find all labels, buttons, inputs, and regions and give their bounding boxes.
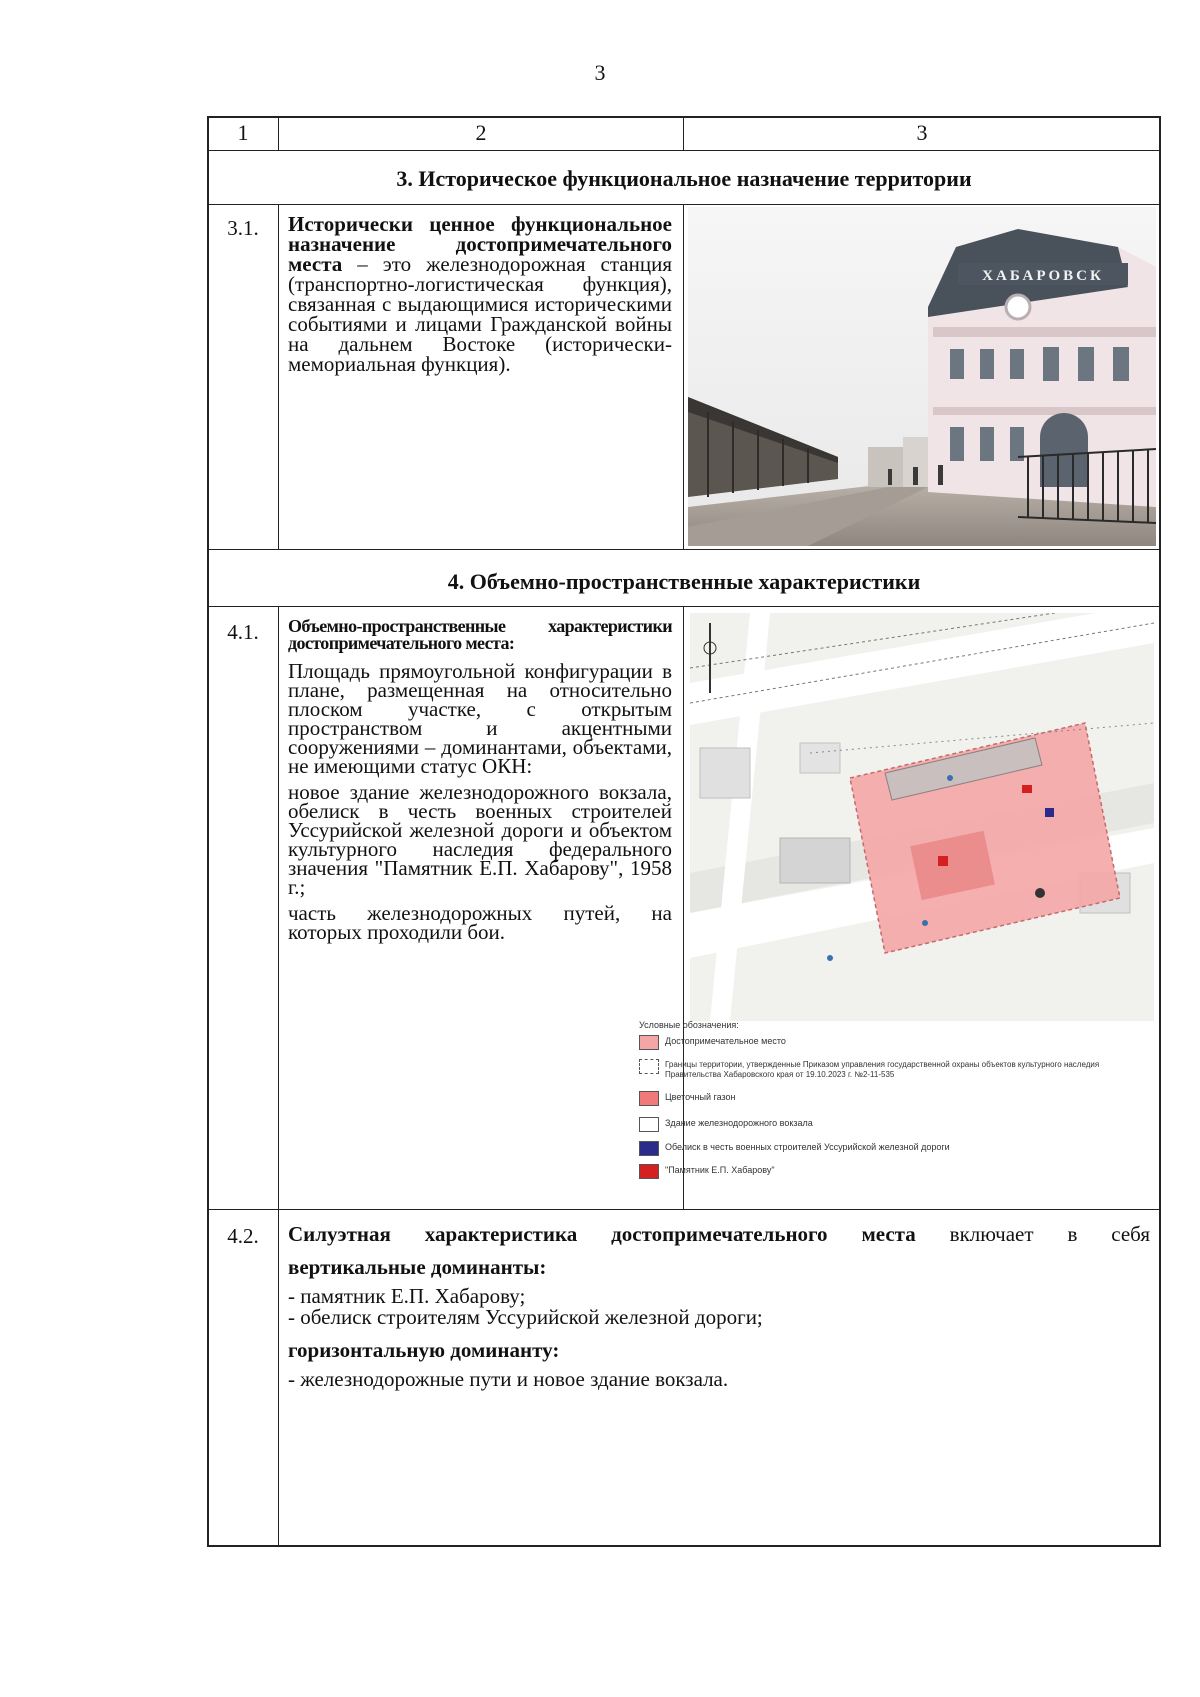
legend-label: Границы территории, утвержденные Приказом управления государственной охраны объектов культурного наследия Правительства Хабаровского края от 19.10.2023 г. №2-11-535 [665,1060,1100,1079]
header-col-1: 1 [237,120,249,145]
row-line [207,150,1161,151]
row-4-2-text [288,1223,1150,1390]
row-line [207,606,1161,607]
legend-label: Достопримечательное место [665,1036,786,1046]
row-3-1-text [288,214,672,374]
page-number: 3 [594,60,606,85]
row-4-1-heading: Объемно-пространственные характеристики достопримечательного места: [288,616,672,653]
legend-item [639,1090,1149,1106]
header-col-3: 3 [916,120,928,145]
characteristics-table [207,116,1161,1547]
section-4-title: 4. Объемно-пространственные характеристики [447,569,921,594]
legend-label: "Памятник Е.П. Хабарову" [665,1165,775,1175]
legend-item [639,1116,1149,1132]
station-sign: ХАБАРОВСК [982,268,1104,284]
vertical-dominant-item: - обелиск строителям Уссурийской железной дороги; [288,1305,763,1329]
vertical-dominants-heading: вертикальные доминанты: [288,1255,547,1279]
row-number-4-2: 4.2. [227,1224,259,1248]
header-col-2: 2 [475,120,487,145]
legend-label: Обелиск в честь военных строителей Уссурийской железной дороги [665,1142,950,1152]
legend-swatch-parterre [639,1091,659,1106]
vertical-dominant-item: - памятник Е.П. Хабарову; [288,1284,526,1308]
horizontal-dominant-item: - железнодорожные пути и новое здание вокзала. [288,1367,729,1391]
row-4-1-para3: часть железнодорожных путей, на которых проходили бои. [288,901,672,944]
legend-label: Цветочный газон [665,1092,736,1102]
legend-swatch-boundary [639,1059,659,1074]
row-4-1-para2: новое здание железнодорожного вокзала, обелиск в честь военных строителей Уссурийской железной дороги и объектом культурного наследия федерального значения "Памятник Е.П. Хабарову", 1958 г.; [288,780,672,899]
section-3-title: 3. Историческое функциональное назначение территории [396,166,972,191]
legend-swatch-obelisk [639,1141,659,1156]
map-legend [639,1020,1159,1205]
col-line [683,204,684,550]
station-photo [688,207,1156,546]
table-border-top [207,116,1161,118]
legend-label: Здание железнодорожного вокзала [665,1118,813,1128]
row-number-4-1: 4.1. [227,620,259,644]
row-number-3-1: 3.1. [227,216,259,240]
col-line [278,204,279,550]
horizontal-dominant-heading: горизонтальную доминанту: [288,1338,560,1362]
col-line [278,606,279,1547]
legend-item [639,1058,1149,1084]
table-border-left [207,116,209,1547]
legend-swatch-monument [639,1164,659,1179]
row-3-1-rest-text: – это железнодорожная станция (транспортно-логистическая функция), связанная с выдающимися историческими событиями и лицами Гражданской войны на дальнем Востоке (исторически-мемориальная функция). [288,252,672,376]
site-plan-map [690,613,1154,1021]
row-line [207,549,1161,550]
row-line [207,1209,1161,1210]
legend-title: Условные обозначения: [639,1020,739,1030]
row-4-2-rest: включает в себя [915,1222,1150,1246]
row-line [207,204,1161,205]
row-4-1-text [288,618,672,949]
table-border-right [1159,116,1161,1547]
row-3-1-bold-text: Исторически ценное функциональное назначение достопримечательного места [288,212,672,276]
row-4-2-line1 [288,1223,1150,1245]
legend-item [639,1034,1149,1050]
legend-swatch-landmark [639,1035,659,1050]
row-4-2-bold: Силуэтная характеристика достопримечательного места [288,1222,916,1246]
table-border-bottom [207,1545,1161,1547]
legend-item [639,1163,1149,1179]
legend-swatch-station [639,1117,659,1132]
legend-item [639,1140,1149,1156]
row-4-1-para1: Площадь прямоугольной конфигурации в плане, размещенная на относительно плоском участке, с открытым пространством и акцентными сооружениями – доминантами, объектами, не имеющими статус ОКН: [288,659,672,778]
